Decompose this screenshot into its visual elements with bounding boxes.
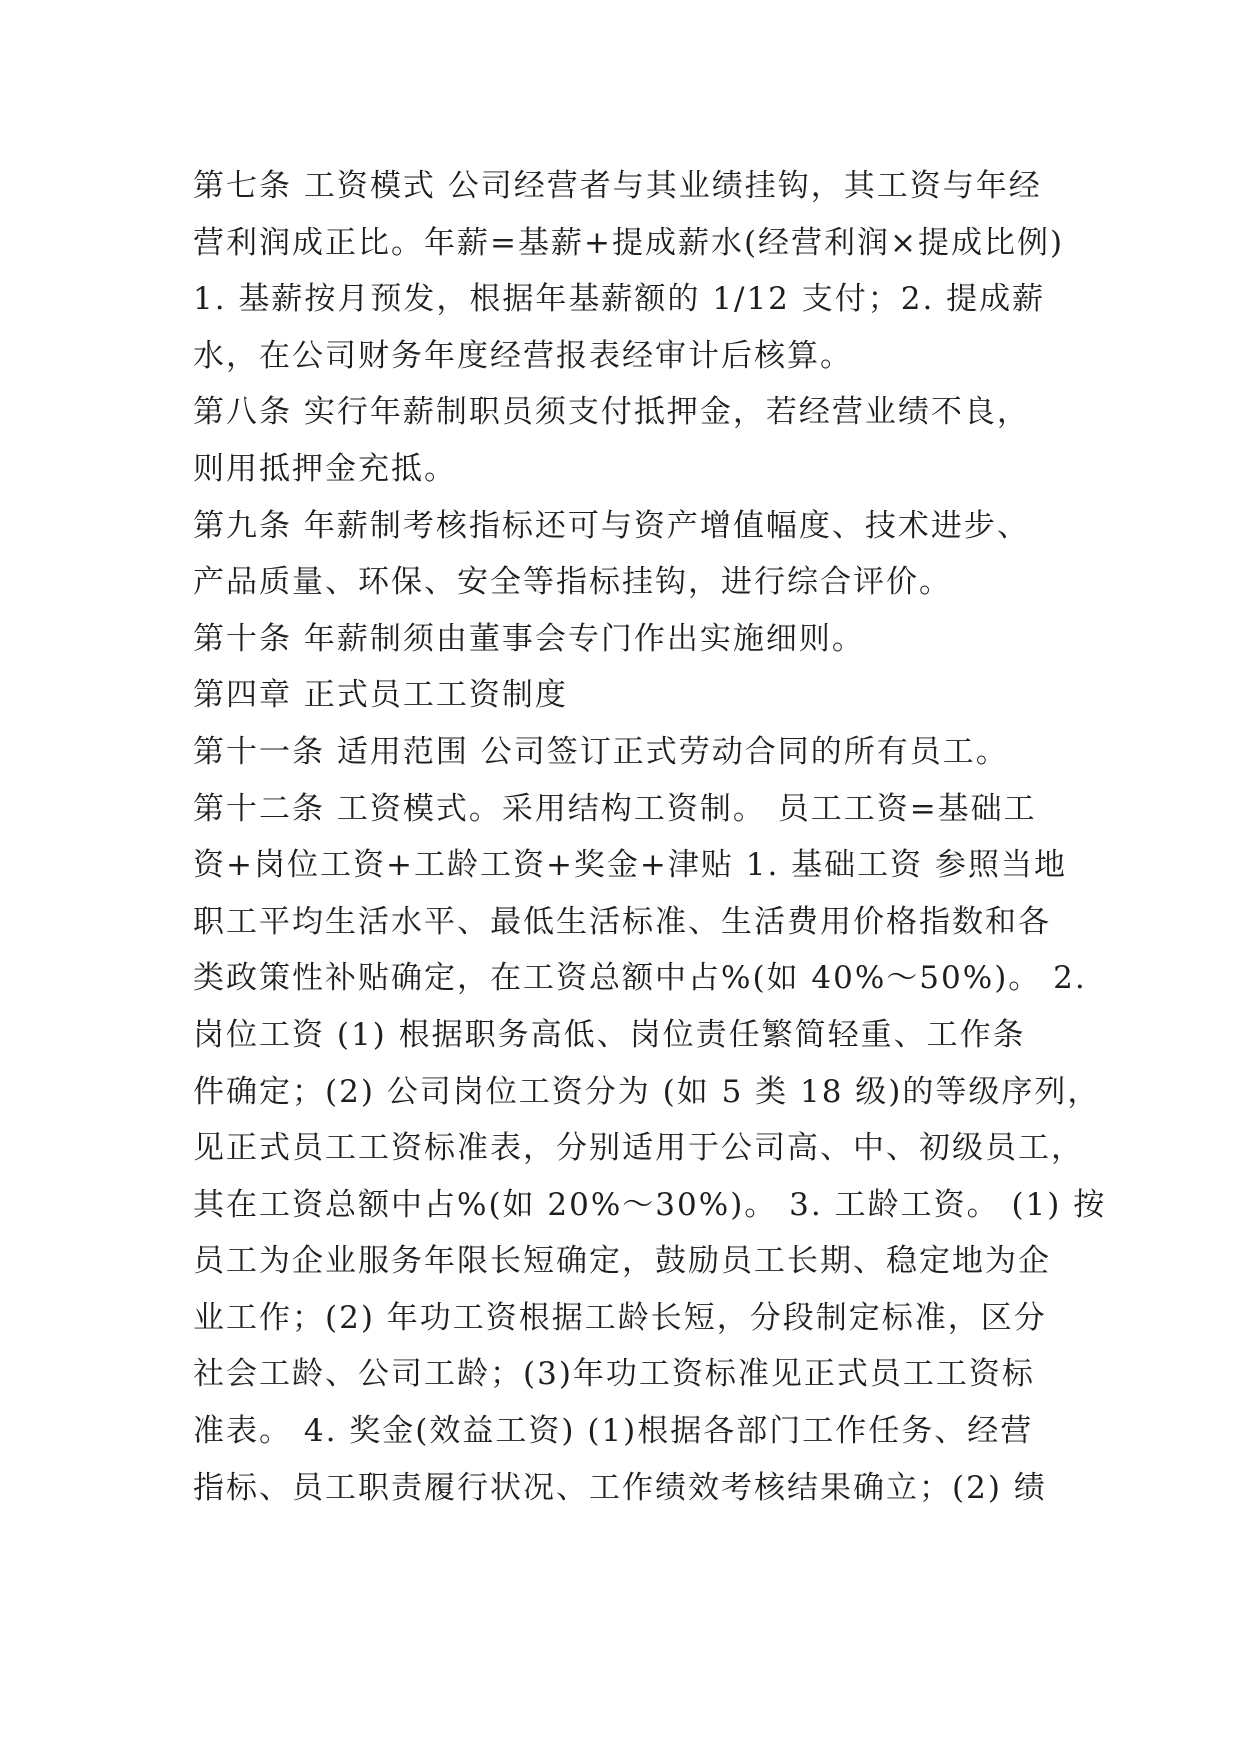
text-line: 第八条 实行年薪制职员须支付抵押金，若经营业绩不良，	[193, 394, 1030, 431]
text-line: 营利润成正比。年薪=基薪+提成薪水(经营利润×提成比例)	[193, 224, 1065, 261]
text-line: 社会工龄、公司工龄；(3)年功工资标准见正式员工工资标	[193, 1356, 1035, 1393]
text-line: 岗位工资 (1) 根据职务高低、岗位责任繁简轻重、工作条	[193, 1016, 1026, 1053]
text-line: 1. 基薪按月预发，根据年基薪额的 1/12 支付；2. 提成薪	[193, 281, 1046, 318]
document-body	[193, 158, 1107, 1516]
text-line: 准表。 4. 奖金(效益工资) (1)根据各部门工作任务、经营	[193, 1413, 1034, 1450]
text-line: 产品质量、环保、安全等指标挂钩，进行综合评价。	[193, 564, 952, 601]
text-line: 第十一条 适用范围 公司签订正式劳动合同的所有员工。	[193, 733, 1009, 770]
text-line: 第十二条 工资模式。采用结构工资制。 员工工资=基础工	[193, 790, 1037, 827]
text-line: 业工作；(2) 年功工资根据工龄长短，分段制定标准，区分	[193, 1299, 1047, 1336]
text-line: 第十条 年薪制须由董事会专门作出实施细则。	[193, 620, 865, 657]
chapter-heading: 第四章 正式员工工资制度	[193, 677, 568, 714]
text-line: 水，在公司财务年度经营报表经审计后核算。	[193, 337, 853, 374]
text-line: 见正式员工工资标准表，分别适用于公司高、中、初级员工，	[193, 1130, 1084, 1167]
text-line: 员工为企业服务年限长短确定，鼓励员工长期、稳定地为企	[193, 1243, 1051, 1280]
text-line: 第九条 年薪制考核指标还可与资产增值幅度、技术进步、	[193, 507, 1030, 544]
text-line: 职工平均生活水平、最低生活标准、生活费用价格指数和各	[193, 903, 1051, 940]
text-line: 类政策性补贴确定，在工资总额中占%(如 40%～50%)。 2.	[193, 960, 1087, 997]
text-line: 资+岗位工资+工龄工资+奖金+津贴 1. 基础工资 参照当地	[193, 847, 1068, 884]
text-line: 则用抵押金充抵。	[193, 450, 457, 487]
text-line: 件确定；(2) 公司岗位工资分为 (如 5 类 18 级)的等级序列，	[193, 1073, 1101, 1110]
text-line: 第七条 工资模式 公司经营者与其业绩挂钩，其工资与年经	[193, 168, 1042, 204]
text-line: 指标、员工职责履行状况、工作绩效考核结果确立；(2) 绩	[193, 1469, 1047, 1506]
text-line: 其在工资总额中占%(如 20%～30%)。 3. 工龄工资。 (1) 按	[193, 1186, 1107, 1223]
